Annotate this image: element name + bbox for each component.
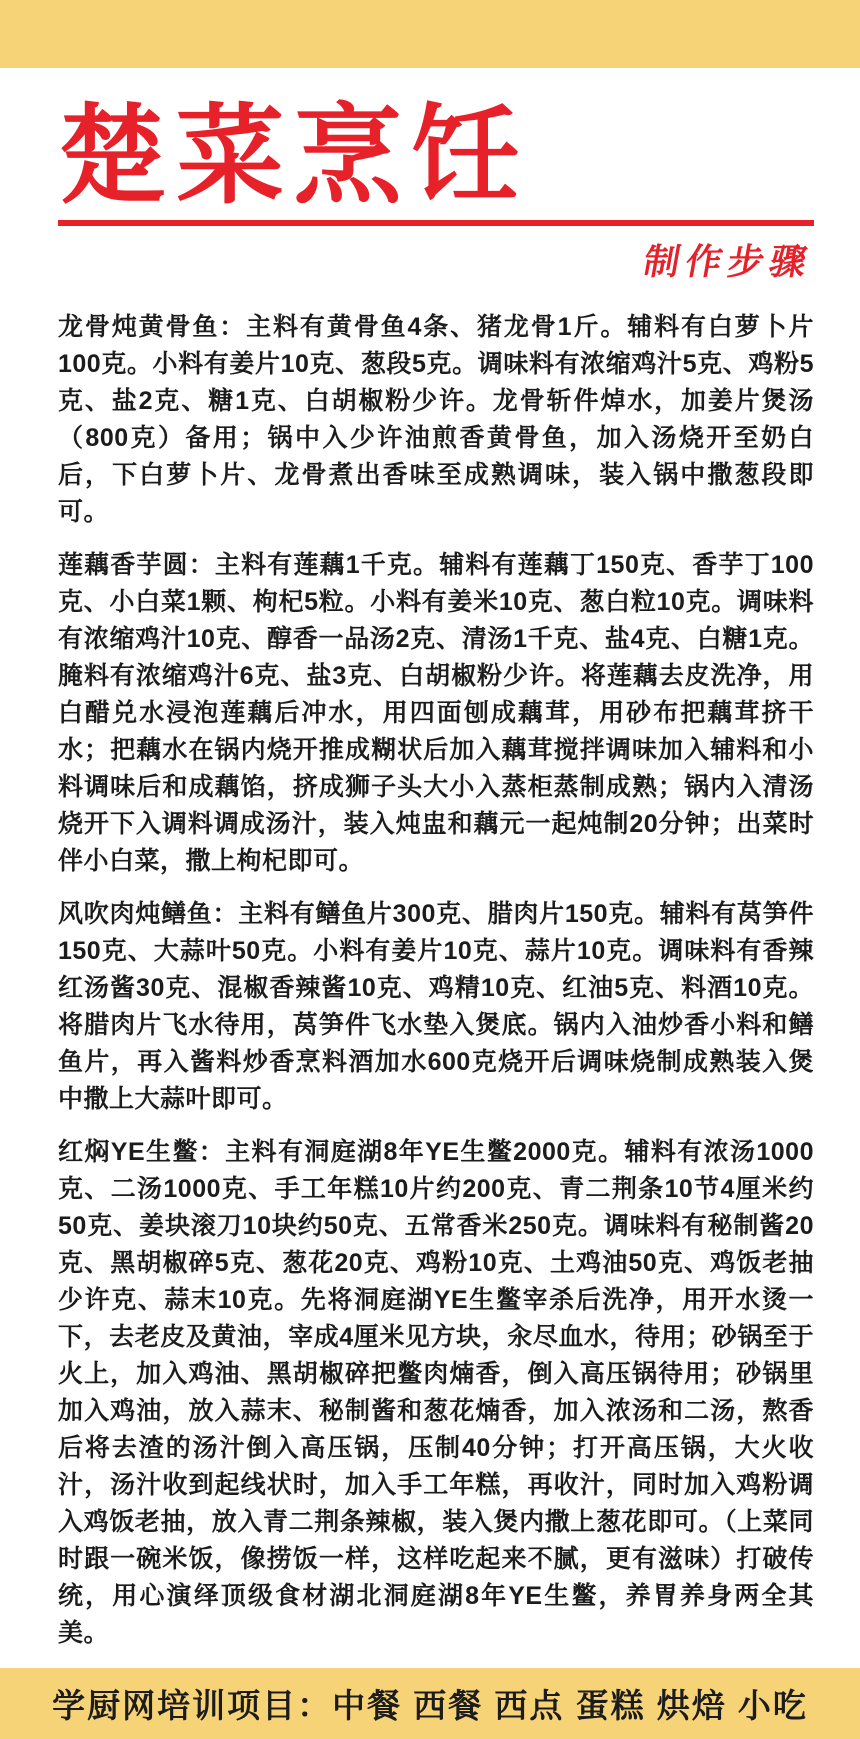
page-subtitle: 制作步骤 xyxy=(640,241,816,282)
recipe-list xyxy=(58,309,814,1652)
title-underline xyxy=(58,220,814,226)
poster-content xyxy=(0,68,860,1668)
recipe-paragraph: 莲藕香芋圆：主料有莲藕1千克。辅料有莲藕丁150克、香芋丁100克、小白菜1颗、枸杞5粒。小料有姜米10克、葱白粒10克。调味料有浓缩鸡汁10克、醇香一品汤2克、清汤1千克、盐4克、白糖1克。腌料有浓缩鸡汁6克、盐3克、白胡椒粉少许。将莲藕去皮洗净，用白醋兑水浸泡莲藕后冲水，用四面刨成藕茸，用砂布把藕茸挤干水；把藕水在锅内烧开推成糊状后加入藕茸搅拌调味加入辅料和小料调味后和成藕馅，挤成狮子头大小入蒸柜蒸制成熟；锅内入清汤烧开下入调料调成汤汁，装入炖盅和藕元一起炖制20分钟；出菜时伴小白菜，撒上枸杞即可。 xyxy=(58,551,814,875)
page-title: 楚菜烹饪 xyxy=(58,95,531,216)
recipe-paragraph: 龙骨炖黄骨鱼：主料有黄骨鱼4条、猪龙骨1斤。辅料有白萝卜片100克。小料有姜片10克、葱段5克。调味料有浓缩鸡汁5克、鸡粉5克、盐2克、糖1克、白胡椒粉少许。龙骨斩件焯水，加姜片煲汤（800克）备用；锅中入少许油煎香黄骨鱼，加入汤烧开至奶白后，下白萝卜片、龙骨煮出香味至成熟调味，装入锅中撒葱段即可。 xyxy=(58,313,814,526)
top-border-band xyxy=(0,0,860,68)
footer-training-programs: 学厨网培训项目：中餐 西餐 西点 蛋糕 烘焙 小吃 xyxy=(52,1687,808,1724)
footer-band xyxy=(0,1668,860,1739)
recipe-paragraph: 红焖YE生鳖：主料有洞庭湖8年YE生鳖2000克。辅料有浓汤1000克、二汤1000克、手工年糕10片约200克、青二荆条10节4厘米约50克、姜块滚刀10块约50克、五常香米250克。调味料有秘制酱20克、黑胡椒碎5克、葱花20克、鸡粉10克、土鸡油50克、鸡饭老抽少许克、蒜末10克。先将洞庭湖YE生鳖宰杀后洗净，用开水烫一下，去老皮及黄油，宰成4厘米见方块，汆尽血水，待用；砂锅至于火上，加入鸡油、黑胡椒碎把鳖肉煵香，倒入高压锅待用；砂锅里加入鸡油，放入蒜末、秘制酱和葱花煵香，加入浓汤和二汤，熬香后将去渣的汤汁倒入高压锅，压制40分钟；打开高压锅，大火收汁，汤汁收到起线状时，加入手工年糕，再收汁，同时加入鸡粉调入鸡饭老抽，放入青二荆条辣椒，装入煲内撒上葱花即可。（上菜同时跟一碗米饭，像捞饭一样，这样吃起来不腻，更有滋味）打破传统，用心演绎顶级食材湖北洞庭湖8年YE生鳖，养胃养身两全其美。 xyxy=(58,1138,814,1647)
recipe-paragraph: 风吹肉炖鳝鱼：主料有鳝鱼片300克、腊肉片150克。辅料有莴笋件150克、大蒜叶50克。小料有姜片10克、蒜片10克。调味料有香辣红汤酱30克、混椒香辣酱10克、鸡精10克、红油5克、料酒10克。将腊肉片飞水待用，莴笋件飞水垫入煲底。锅内入油炒香小料和鳝鱼片，再入酱料炒香烹料酒加水600克烧开后调味烧制成熟装入煲中撒上大蒜叶即可。 xyxy=(58,900,814,1113)
